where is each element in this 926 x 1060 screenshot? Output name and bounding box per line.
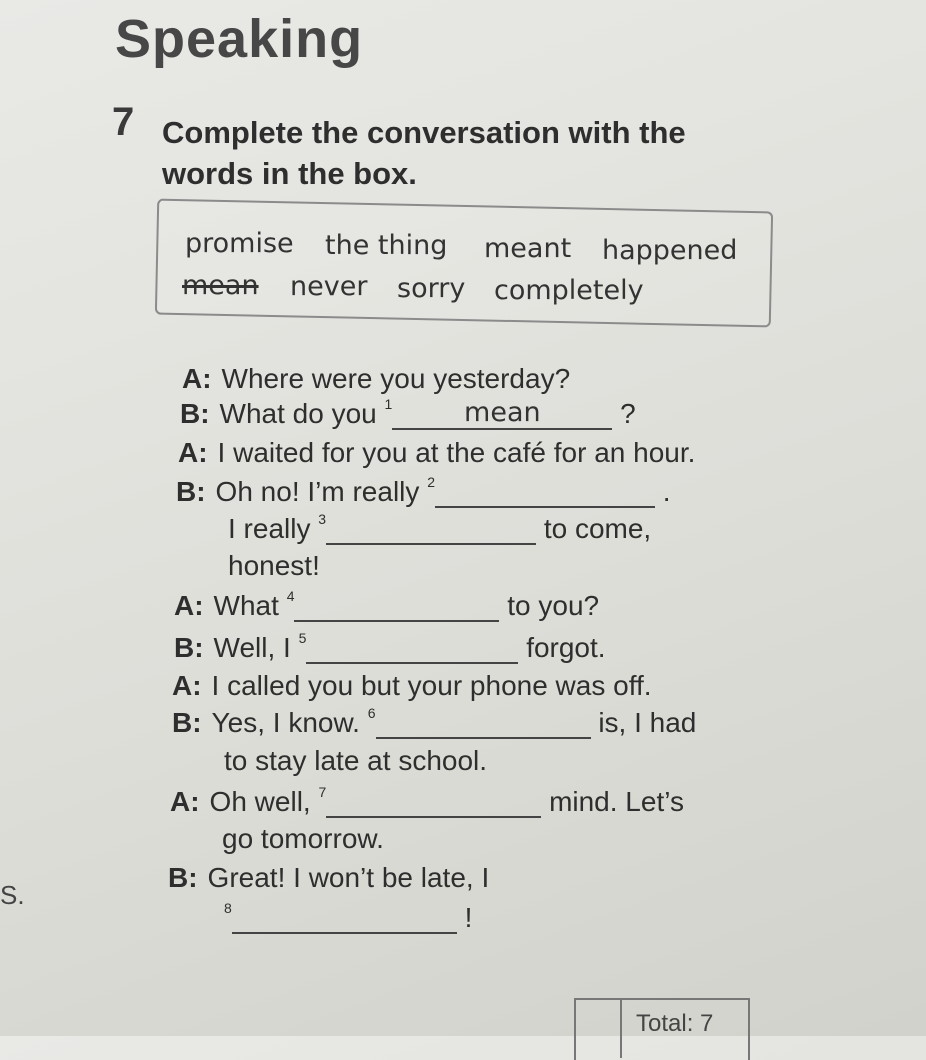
dialogue-line (228, 513, 651, 545)
dialogue-line (174, 632, 606, 664)
dialogue-line (168, 862, 489, 894)
gap-number: 5 (298, 630, 307, 646)
gap-number: 2 (427, 474, 435, 490)
speaker-label: B: (180, 398, 210, 429)
total-box-divider (620, 998, 622, 1058)
speaker-label: B: (174, 632, 204, 663)
gap-number: 3 (318, 511, 327, 527)
dialogue-text: I really (228, 513, 311, 544)
gap-number: 7 (318, 784, 327, 800)
speaker-label: B: (168, 862, 198, 893)
dialogue-line (180, 398, 636, 430)
speaker-label: A: (172, 670, 202, 701)
dialogue-text: Oh well, (209, 786, 311, 817)
dialogue-line (172, 707, 696, 739)
filled-answer: mean (464, 397, 541, 428)
dialogue-line (176, 476, 671, 508)
dialogue-text: go tomorrow. (222, 823, 384, 854)
dialogue-text: to come, (543, 513, 652, 544)
gap-number: 6 (367, 705, 376, 721)
dialogue-line (172, 670, 652, 702)
dialogue-text: What do you (219, 398, 377, 429)
dialogue-text: ? (620, 398, 636, 429)
speaker-label: B: (176, 476, 206, 507)
gap-number: 4 (286, 588, 295, 604)
speaker-label: A: (178, 437, 208, 468)
dialogue-text: mind. Let’s (549, 786, 684, 817)
gap-number: 1 (384, 396, 393, 412)
dialogue-text: is, I had (598, 707, 697, 738)
dialogue-text: Where were you yesterday? (221, 363, 571, 394)
exercise-number: 7 (112, 100, 135, 144)
answer-blank[interactable] (326, 790, 541, 818)
dialogue-line (224, 745, 487, 777)
dialogue-text: Oh no! I’m really (215, 476, 420, 507)
word-box-item: the thing (325, 230, 448, 261)
dialogue-text: Yes, I know. (211, 707, 360, 738)
dialogue-line (222, 823, 384, 855)
dialogue-text: What (213, 590, 279, 621)
word-box-item: promise (185, 228, 294, 259)
dialogue-text: Great! I won’t be late, I (207, 862, 490, 893)
dialogue-text: forgot. (526, 632, 606, 663)
dialogue-text: to stay late at school. (224, 745, 488, 776)
word-box-item: completely (494, 275, 644, 306)
total-score: Total: 7 (636, 1010, 714, 1037)
word-box-item: meant (484, 233, 572, 264)
answer-blank[interactable] (294, 594, 499, 622)
exercise-instruction: Complete the conversation with the words in the box. (162, 115, 686, 191)
dialogue-line (170, 786, 684, 818)
dialogue-text: ! (464, 902, 473, 933)
dialogue-text: I waited for you at the café for an hour. (217, 437, 696, 468)
speaker-label: B: (172, 707, 202, 738)
answer-blank[interactable] (326, 517, 536, 545)
answer-blank[interactable] (376, 711, 591, 739)
dialogue-text: to you? (507, 590, 600, 621)
word-box-item: happened (602, 235, 738, 266)
dialogue-text: honest! (228, 550, 320, 581)
speaker-label: A: (182, 363, 212, 394)
dialogue-line (174, 590, 599, 622)
word-box-item: sorry (397, 273, 466, 304)
gap-number: 8 (224, 900, 232, 916)
section-title: Speaking (115, 9, 364, 69)
dialogue-line (228, 550, 320, 582)
dialogue-line (224, 902, 472, 934)
dialogue-line (182, 363, 570, 395)
dialogue-text: Well, I (213, 632, 291, 663)
margin-text: S. (0, 880, 25, 910)
dialogue-text: . (662, 476, 671, 507)
word-box-item-crossed-out: mean (182, 270, 259, 301)
speaker-label: A: (174, 590, 204, 621)
dialogue-line (178, 437, 695, 469)
dialogue-text: I called you but your phone was off. (211, 670, 652, 701)
answer-blank[interactable] (392, 397, 612, 430)
answer-blank[interactable] (232, 906, 457, 934)
answer-blank[interactable] (306, 636, 518, 664)
speaker-label: A: (170, 786, 200, 817)
answer-blank[interactable] (435, 480, 655, 508)
word-box-item: never (290, 271, 368, 302)
